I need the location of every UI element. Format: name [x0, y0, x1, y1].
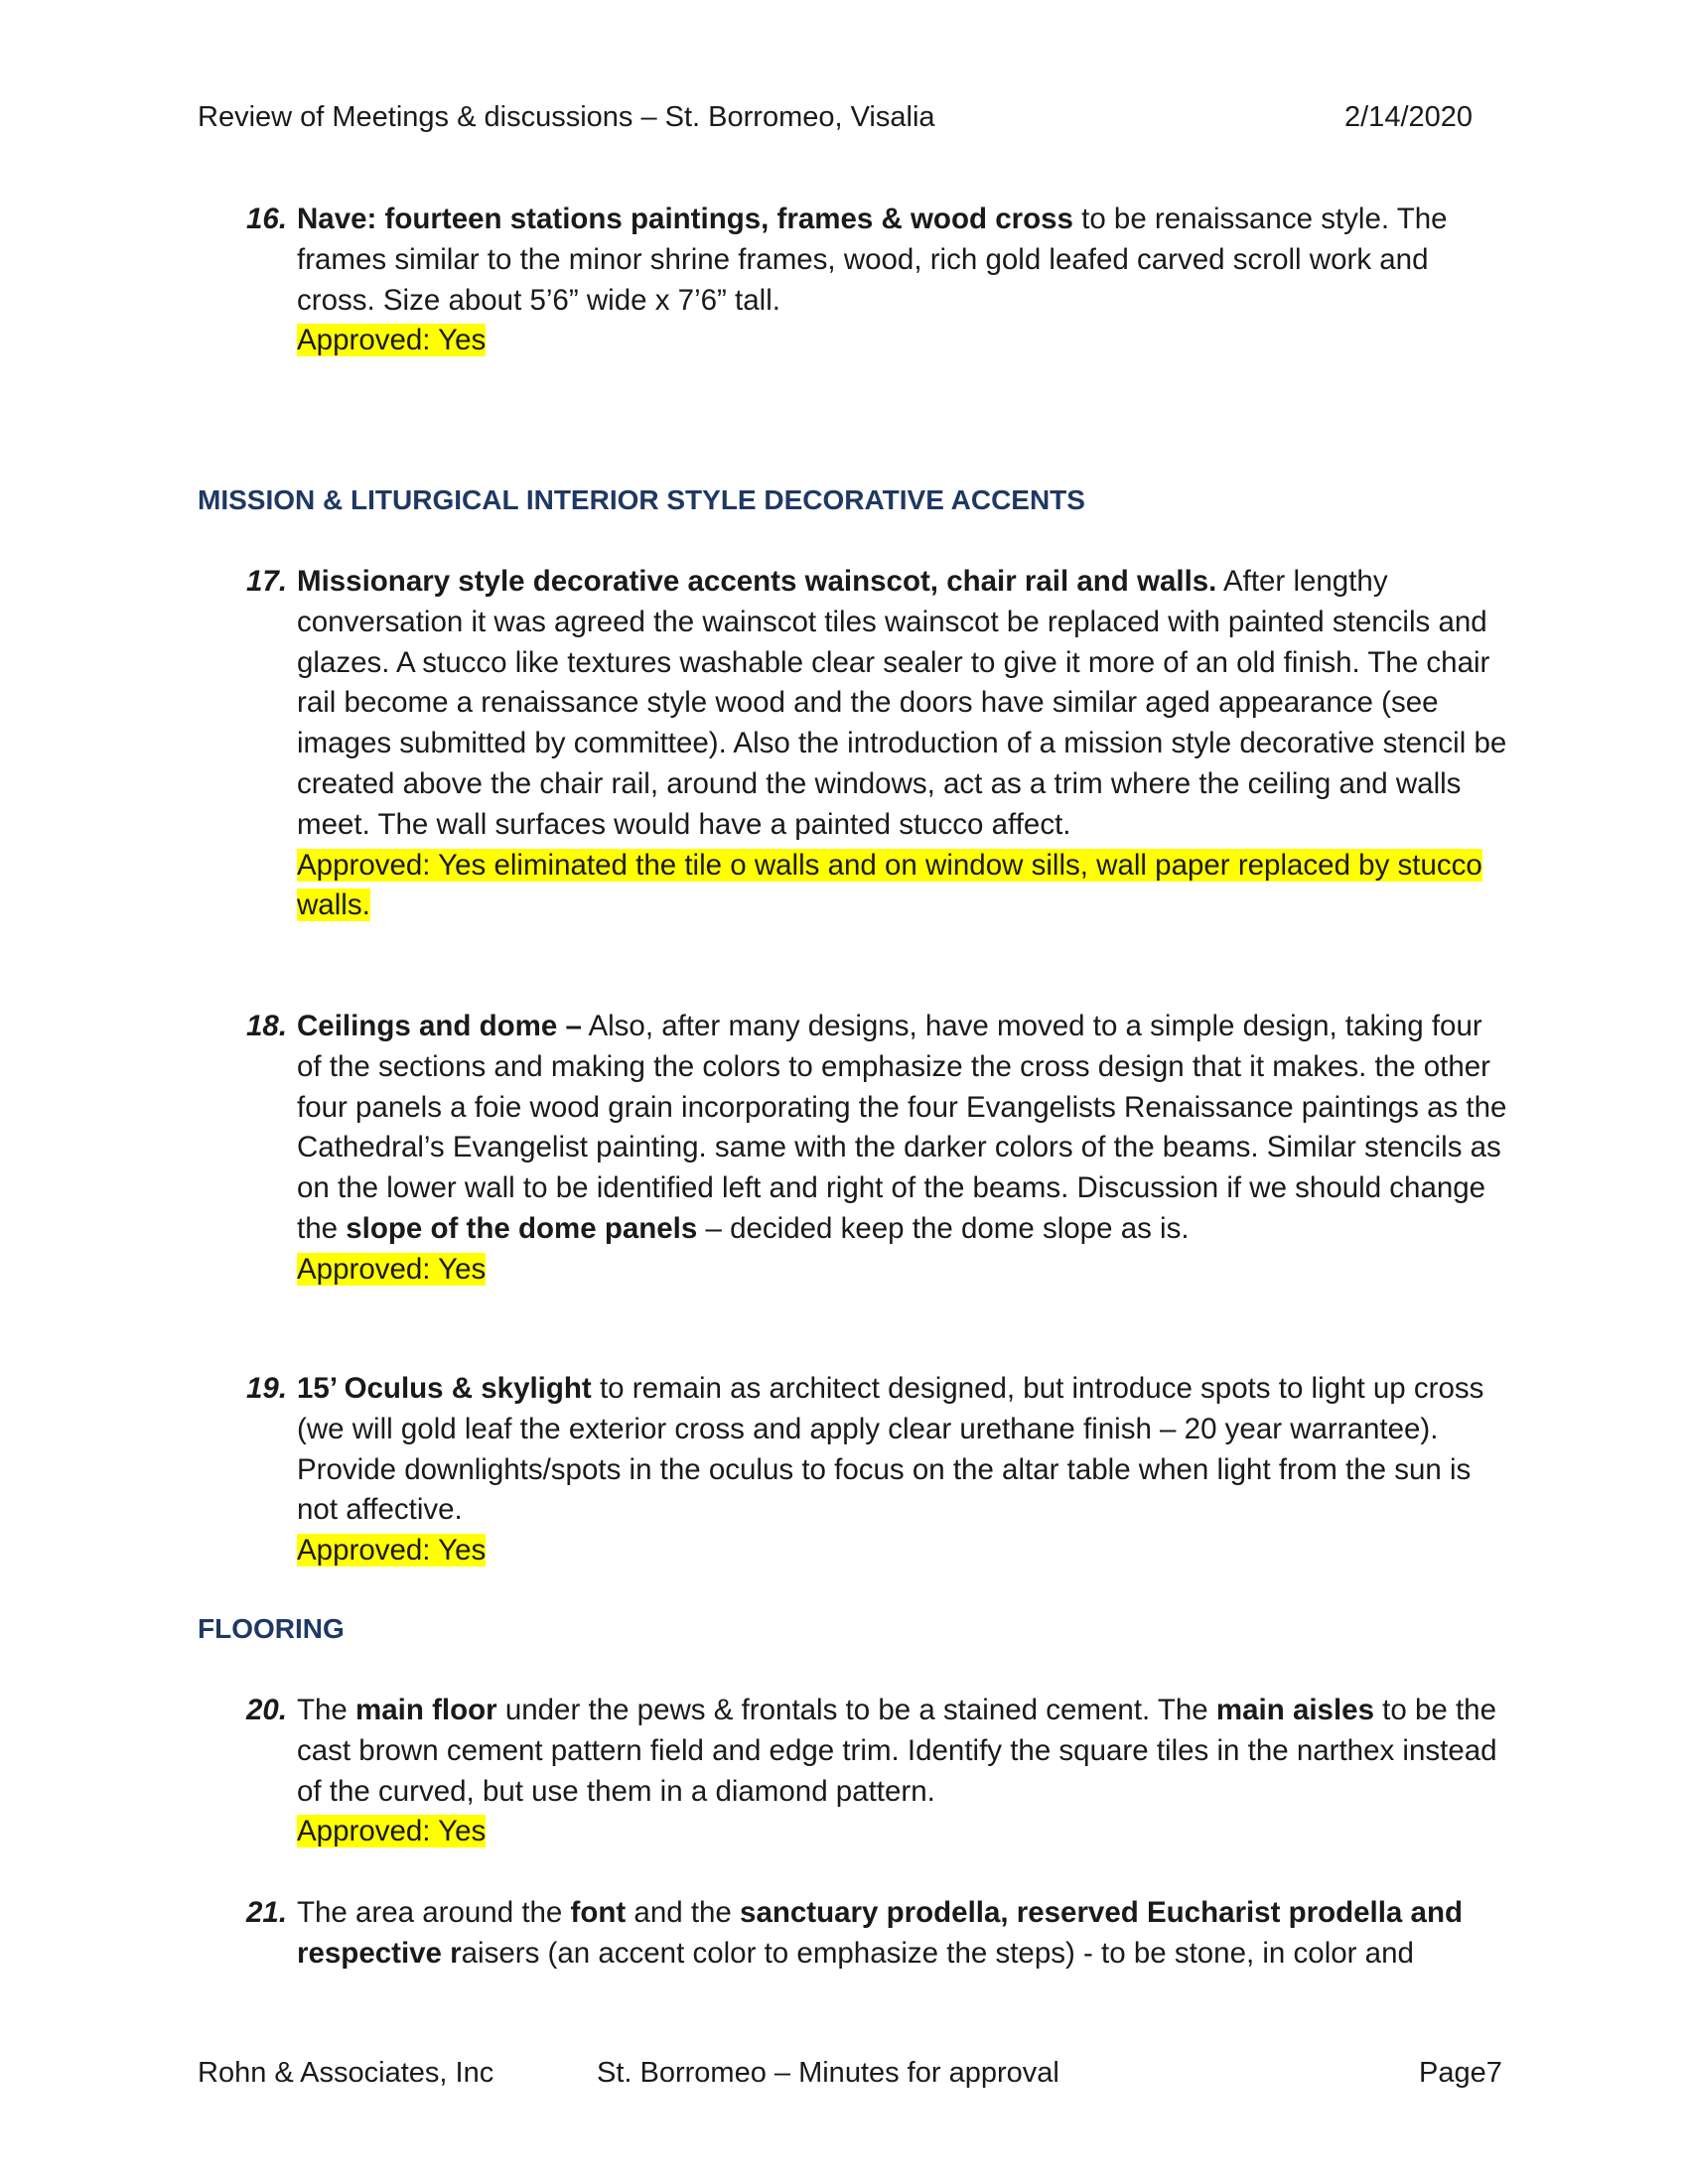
item-emphasis: main floor	[355, 1694, 497, 1726]
header-title: Review of Meetings & discussions – St. Borromeo, Visalia	[198, 101, 935, 133]
section-heading-flooring: FLOORING	[198, 1613, 345, 1644]
item-number: 20.	[246, 1694, 288, 1726]
item-emphasis: slope of the dome panels	[346, 1211, 698, 1245]
item-text: to be renaissance style. The frames similar to the minor shrine frames, wood, rich gold leafed carved scroll work and cross. Size about 5’6” wide x 7’6” tall.	[297, 203, 1448, 317]
minutes-item-21	[246, 1893, 1507, 1975]
item-subject: 15’ Oculus & skylight	[297, 1372, 592, 1405]
item-number: 17.	[246, 565, 288, 598]
item-text: to be the cast brown cement pattern field and edge trim. Identify the square tiles in the narthex instead of the curved, but use them in a diamond pattern.	[297, 1694, 1497, 1808]
approval-status: Approved: Yes	[297, 1815, 487, 1848]
item-text: After lengthy conversation it was agreed the wainscot tiles wainscot be replaced with painted stencils and glazes. A stucco like textures washable clear sealer to give it more of an old finish. The chair rail become a renaissance style wood and the doors have similar aged appearance (see images submitted by committee). Also the introduction of a mission style decorative stencil be created above the chair rail, around the windows, act as a trim where the ceiling and walls meet. The wall surfaces would have a painted stucco affect.	[297, 565, 1507, 841]
footer-company: Rohn & Associates, Inc	[198, 2057, 494, 2089]
approval-status: Approved: Yes	[297, 1252, 487, 1286]
item-emphasis: main aisles	[1215, 1694, 1374, 1726]
minutes-item-16	[246, 200, 1507, 361]
item-emphasis: font	[570, 1896, 627, 1929]
minutes-item-19	[246, 1369, 1507, 1571]
item-text: aisers (an accent color to emphasize the steps) - to be stone, in color and	[461, 1936, 1414, 1970]
item-text: Also, after many designs, have moved to a simple design, taking four of the sections and making the colors to emphasize the cross design that it makes. the other four panels a foie wood grain incorporating the four Evangelists Renaissance paintings as the Cathedral’s Evangelist painting. same with the darker colors of the beams. Similar stencils as on the lower wall to be identified left and right of the beams. Discussion if we should change the	[297, 1010, 1507, 1245]
item-number: 18.	[246, 1010, 288, 1042]
item-text: The area around the	[297, 1896, 571, 1929]
item-subject: Nave: fourteen stations paintings, frames & wood cross	[297, 203, 1073, 235]
item-emphasis: sanctuary prodella, reserved Eucharist prodella and respective r	[297, 1896, 1463, 1970]
item-text: and the	[626, 1896, 741, 1929]
item-text: – decided keep the dome slope as is.	[697, 1211, 1190, 1245]
item-subject: Missionary style decorative accents wainscot, chair rail and walls.	[297, 565, 1217, 598]
header-date: 2/14/2020	[1344, 101, 1474, 133]
minutes-item-20	[246, 1691, 1507, 1852]
approval-status: Approved: Yes eliminated the tile o walls and on window sills, wall paper replaced by stucco walls.	[297, 848, 1482, 922]
footer-page-number: Page7	[1419, 2057, 1502, 2089]
footer-document: St. Borromeo – Minutes for approval	[597, 2057, 1059, 2089]
item-text: to remain as architect designed, but introduce spots to light up cross (we will gold leaf the exterior cross and apply clear urethane finish – 20 year warrantee). Provide downlights/spots in the oculus to focus on the altar table when light from the sun is not affective.	[297, 1372, 1484, 1527]
item-number: 16.	[246, 203, 288, 235]
minutes-item-18	[246, 1007, 1507, 1291]
item-number: 21.	[246, 1896, 288, 1929]
minutes-item-17	[246, 562, 1507, 926]
approval-status: Approved: Yes	[297, 1534, 487, 1568]
item-subject: Ceilings and dome –	[297, 1010, 582, 1042]
item-number: 19.	[246, 1372, 288, 1405]
item-text: The	[297, 1694, 356, 1726]
approval-status: Approved: Yes	[297, 324, 487, 357]
section-heading-mission: MISSION & LITURGICAL INTERIOR STYLE DECORATIVE ACCENTS	[198, 484, 1085, 515]
item-text: under the pews & frontals to be a stained cement. The	[496, 1694, 1216, 1726]
